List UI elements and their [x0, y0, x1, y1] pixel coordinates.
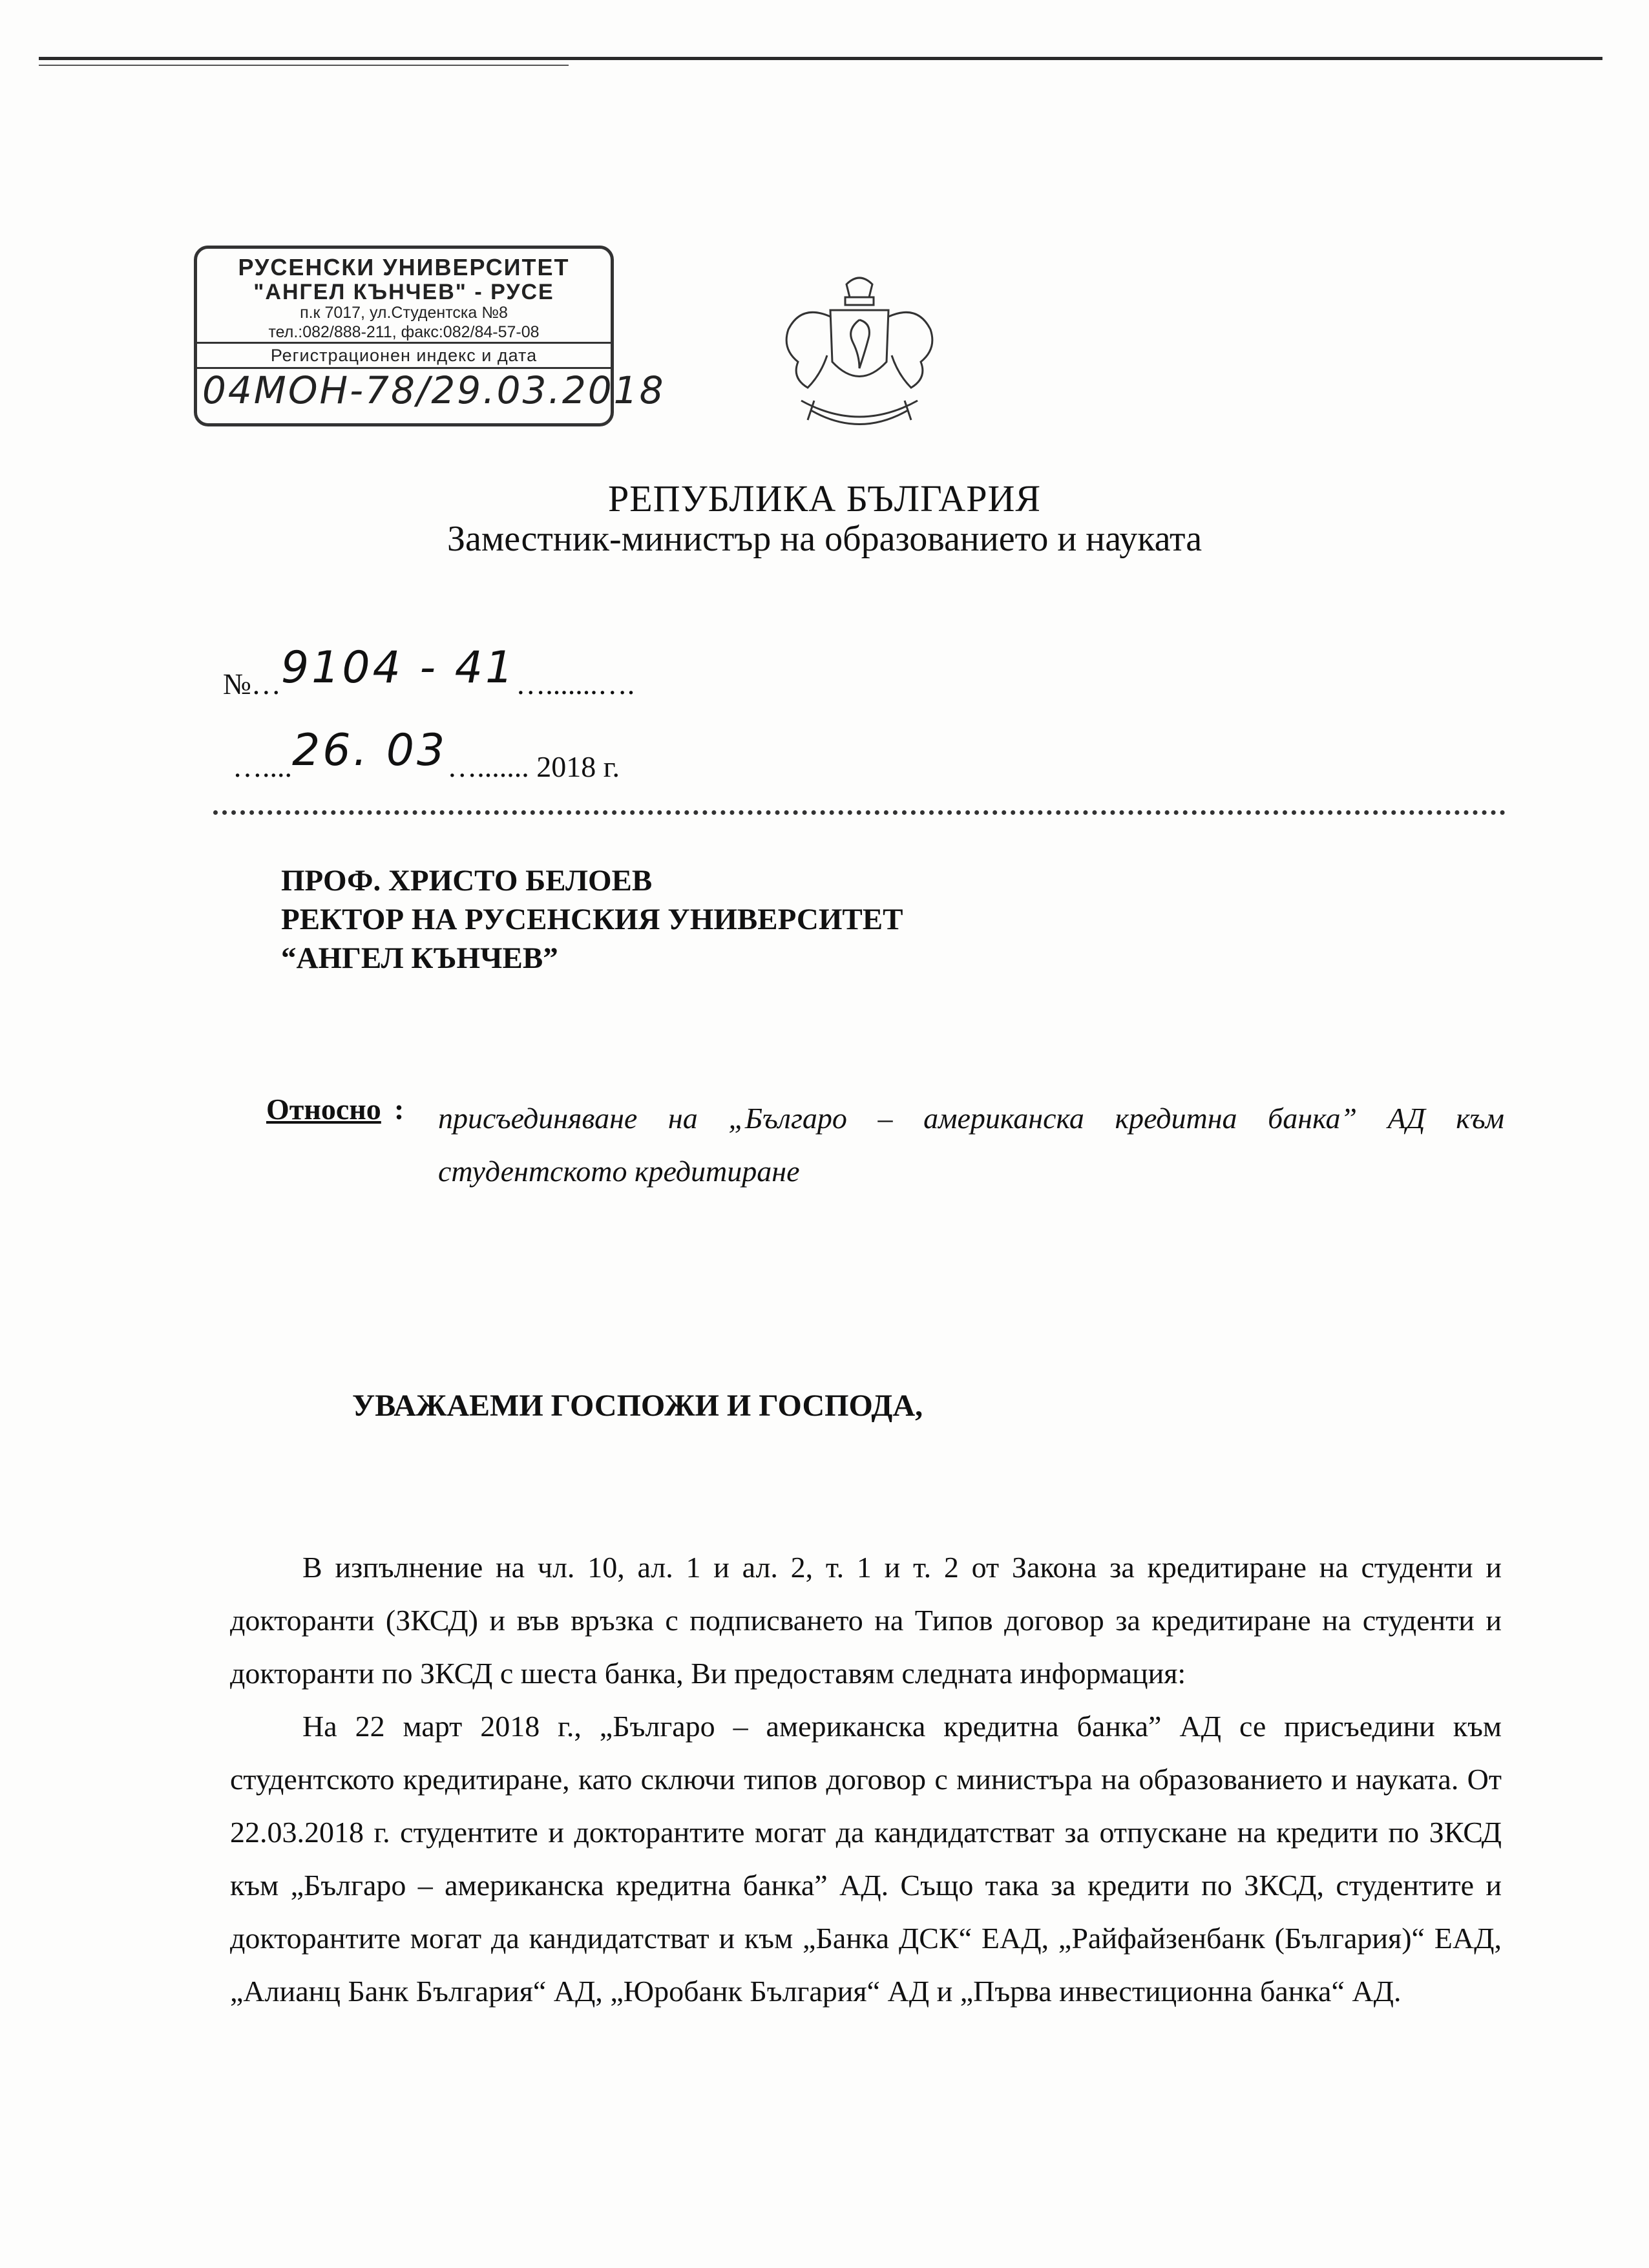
top-rule: [39, 57, 1602, 60]
handwritten-date: 26. 03: [292, 725, 448, 776]
republic-title: РЕПУБЛИКА БЪЛГАРИЯ: [607, 478, 1042, 520]
stamp-address: п.к 7017, ул.Студентска №8: [300, 304, 508, 322]
stamp-index-label: Регистрационен индекс и дата: [197, 342, 611, 369]
addressee-university: “АНГЕЛ КЪНЧЕВ”: [281, 941, 558, 975]
coat-of-arms-icon: [762, 271, 956, 446]
body-paragraph-2: [230, 1700, 1502, 2018]
date-dots-left: …....: [233, 750, 292, 783]
stamp-phone: тел.:082/888-211, факс:082/84-57-08: [268, 323, 540, 341]
registration-stamp: [194, 246, 666, 426]
dotted-separator: [213, 810, 1506, 815]
stamp-university-name: "АНГЕЛ КЪНЧЕВ" - РУСЕ: [253, 280, 554, 304]
date-dots-right: ….......: [447, 750, 529, 783]
subject-label: Относно: [266, 1093, 381, 1126]
number-dots-right: ….......….: [516, 667, 635, 700]
top-rule-secondary: [39, 65, 569, 66]
paragraph-1-text: В изпълнение на чл. 10, ал. 1 и ал. 2, т. 1 и т. 2 от Закона за кредитиране на студенти и докторанти (ЗКСД) и във връзка с подписването на Типов договор за кредитиране на студенти и докторанти по ЗКСД с шеста банка, Ви предоставям следната информация:: [230, 1551, 1502, 1690]
greeting: УВАЖАЕМИ ГОСПОЖИ И ГОСПОДА,: [352, 1389, 923, 1423]
office-title: Заместник-министър на образованието и науката: [446, 519, 1203, 559]
handwritten-number: 9104 - 41: [280, 642, 516, 693]
stamp-handwritten-index: 04МОН-78/29.03.2018: [202, 368, 666, 412]
date-year: 2018 г.: [536, 750, 620, 783]
stamp-university: РУСЕНСКИ УНИВЕРСИТЕТ: [238, 254, 570, 280]
body-paragraph-1: [230, 1541, 1502, 1700]
number-prefix: №: [223, 667, 251, 700]
reference-date: [233, 725, 620, 788]
reference-number: [223, 642, 635, 705]
addressee-name: ПРОФ. ХРИСТО БЕЛОЕВ: [281, 864, 653, 898]
paragraph-2-text: На 22 март 2018 г., „Българо – американска кредитна банка” АД се присъедини към студентското кредитиране, като сключи типов договор с министъра на образованието и науката. От 22.03.2018 г. студентите и докторантите могат да кандидатстват за отпускане на кредити по ЗКСД към „Българо – американска кредитна банка” АД. Също така за кредити по ЗКСД, студентите и докторантите могат да кандидатстват и към „Банка ДСК“ ЕАД, „Райфайзенбанк (България)“ ЕАД, „Алианц Банк България“ АД, „Юробанк България“ АД и „Първа инвестиционна банка“ АД.: [230, 1710, 1502, 2008]
subject-text: присъединяване на „Българо – американска кредитна банка” АД към студентското кредитиране: [438, 1102, 1504, 1188]
addressee-title: РЕКТОР НА РУСЕНСКИЯ УНИВЕРСИТЕТ: [281, 903, 903, 936]
subject-colon: :: [394, 1093, 404, 1126]
number-dots-left: …: [251, 667, 281, 700]
